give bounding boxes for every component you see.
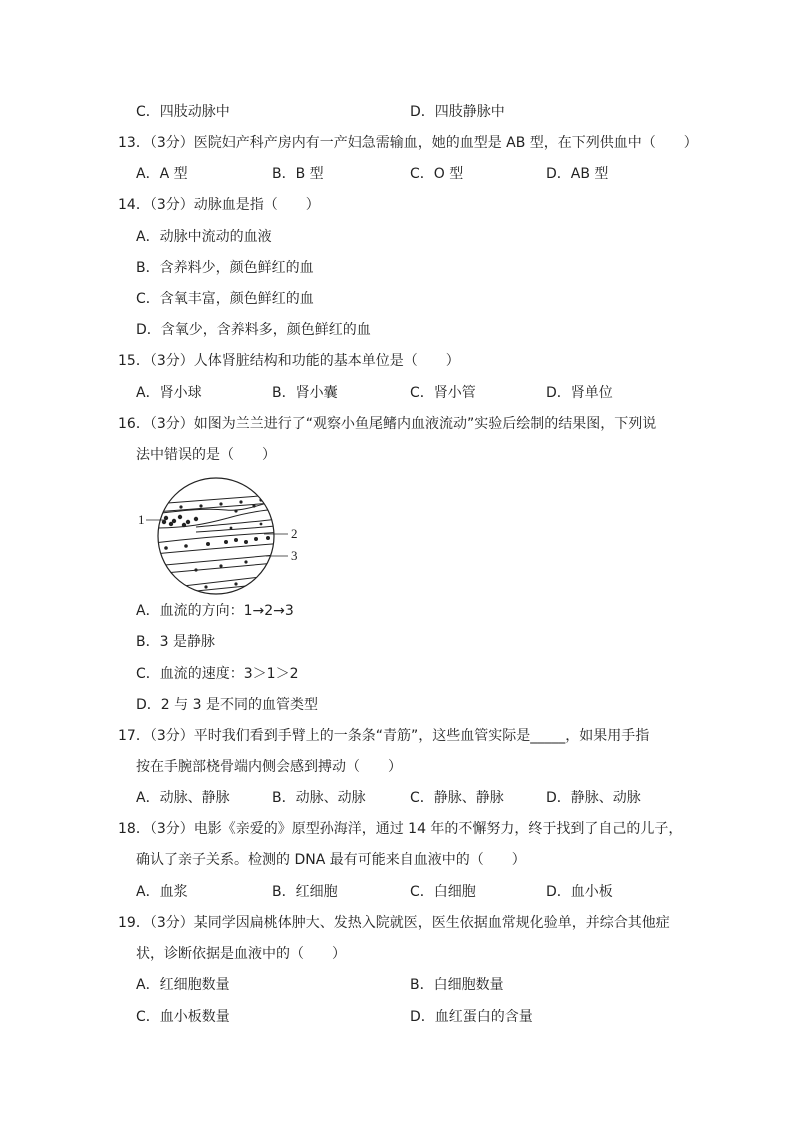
q17-stem-line1: 17．（3分）平时我们看到手臂上的一条条“青筋”，这些血管实际是_____，如果用手指 — [118, 728, 650, 744]
q19-option-d: D．血红蛋白的含量 — [410, 1009, 533, 1025]
q14-option-c: C．含氧丰富，颜色鲜红的血 — [136, 291, 314, 307]
q16-option-b: B．3 是静脉 — [136, 634, 215, 650]
q19-option-a: A．红细胞数量 — [136, 977, 230, 993]
q12-option-d: D．四肢静脉中 — [410, 104, 505, 120]
q17-option-c: C．静脉、静脉 — [410, 790, 504, 806]
q17-option-d: D．静脉、动脉 — [546, 790, 641, 806]
q18-option-b: B．红细胞 — [272, 884, 338, 900]
q16-option-d: D．2 与 3 是不同的血管类型 — [136, 697, 318, 713]
q15-option-a: A．肾小球 — [136, 385, 202, 401]
q13-option-b: B．B 型 — [272, 166, 324, 182]
q17-stem-line2: 按在手腕部桡骨端内侧会感到搏动（ ） — [136, 759, 402, 775]
q17-option-b: B．动脉、动脉 — [272, 790, 366, 806]
blood-flow-figure — [136, 470, 306, 602]
q13-option-c: C．O 型 — [410, 166, 464, 182]
q13-stem: 13．（3分）医院妇产科产房内有一产妇急需输血，她的血型是 AB 型，在下列供血中（ ） — [118, 135, 698, 151]
q15-option-b: B．肾小囊 — [272, 385, 338, 401]
q13-option-a: A．A 型 — [136, 166, 188, 182]
q19-stem-line1: 19．（3分）某同学因扁桃体肿大、发热入院就医，医生依据血常规化验单，并综合其他症 — [118, 915, 670, 931]
q18-option-c: C．白细胞 — [410, 884, 476, 900]
q18-stem-line2: 确认了亲子关系。检测的 DNA 最有可能来自血液中的（ ） — [136, 852, 526, 868]
q18-stem-line1: 18．（3分）电影《亲爱的》原型孙海洋，通过 14 年的不懈努力，终于找到了自己的儿子， — [118, 821, 683, 837]
figure-label-2: 2 — [291, 526, 298, 541]
q17-option-a: A．动脉、静脉 — [136, 790, 230, 806]
q16-stem-line2: 法中错误的是（ ） — [136, 447, 276, 463]
q13-option-d: D．AB 型 — [546, 166, 609, 182]
q16-stem-line1: 16．（3分）如图为兰兰进行了“观察小鱼尾鳍内血液流动”实验后绘制的结果图，下列说 — [118, 416, 657, 432]
q15-option-d: D．肾单位 — [546, 385, 613, 401]
q19-option-c: C．血小板数量 — [136, 1009, 230, 1025]
q14-option-a: A．动脉中流动的血液 — [136, 229, 272, 245]
q14-option-b: B．含养料少，颜色鲜红的血 — [136, 260, 314, 276]
q14-stem: 14．（3分）动脉血是指（ ） — [118, 197, 320, 213]
q19-option-b: B．白细胞数量 — [410, 977, 504, 993]
figure-label-1: 1 — [138, 512, 145, 527]
q19-stem-line2: 状，诊断依据是血液中的（ ） — [136, 946, 346, 962]
q18-option-d: D．血小板 — [546, 884, 613, 900]
q14-option-d: D．含氧少，含养料多，颜色鲜红的血 — [136, 322, 371, 338]
q15-stem: 15．（3分）人体肾脏结构和功能的基本单位是（ ） — [118, 353, 460, 369]
figure-label-3: 3 — [291, 548, 298, 563]
q16-option-a: A．血流的方向：1→2→3 — [136, 603, 294, 619]
q12-option-c: C．四肢动脉中 — [136, 104, 230, 120]
q15-option-c: C．肾小管 — [410, 385, 476, 401]
q18-option-a: A．血浆 — [136, 884, 188, 900]
q16-option-c: C．血流的速度：3＞1＞2 — [136, 666, 299, 682]
